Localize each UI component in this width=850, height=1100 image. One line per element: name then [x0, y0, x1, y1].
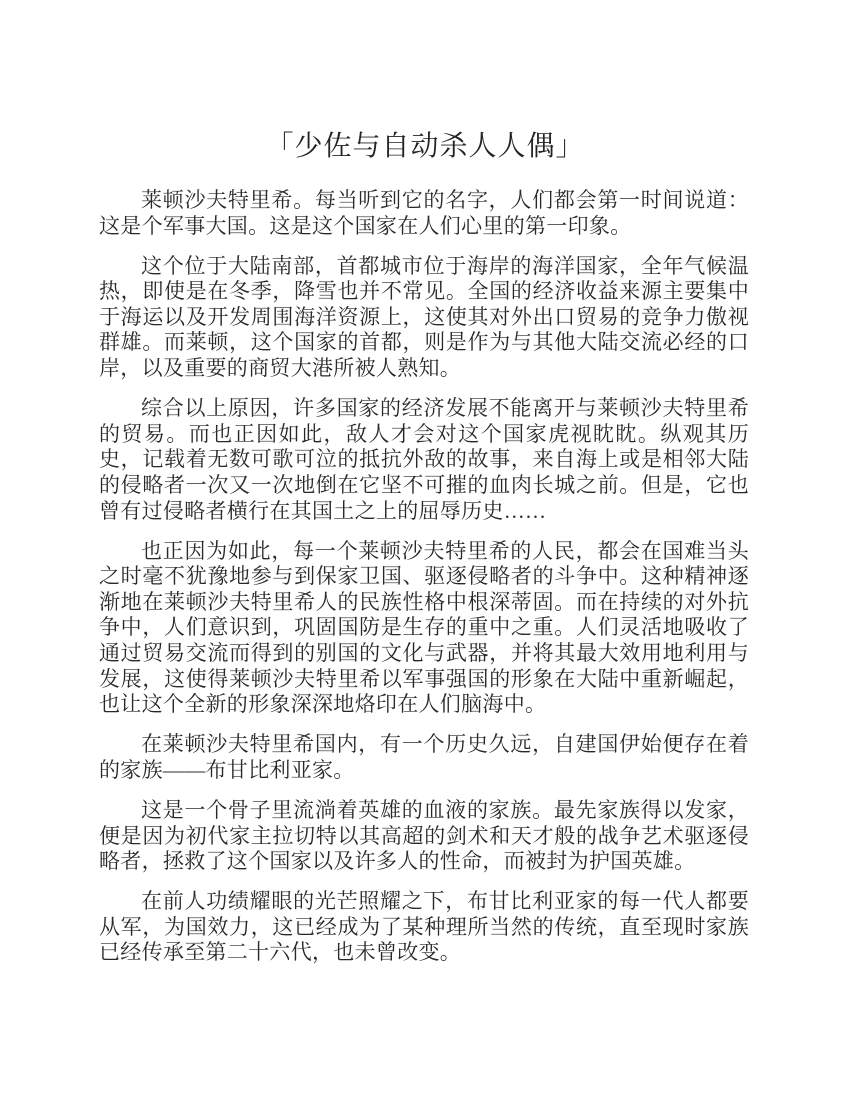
paragraph-5: 在莱顿沙夫特里希国内，有一个历史久远，自建国伊始便存在着的家族——布甘比利亚家。	[99, 732, 749, 782]
paragraph-2: 这个位于大陆南部，首都城市位于海岸的海洋国家，全年气候温热，即使是在冬季，降雪也并不常见。全国的经济收益来源主要集中于海运以及开发周围海洋资源上，这使其对外出口贸易的竞争力傲视群雄。而莱顿，这个国家的首都，则是作为与其他大陆交流必经的口岸，以及重要的商贸大港所被人熟知。	[99, 253, 749, 381]
paragraph-7: 在前人功绩耀眼的光芒照耀之下，布甘比利亚家的每一代人都要从军，为国效力，这已经成为了某种理所当然的传统，直至现时家族已经传承至第二十六代，也未曾改变。	[99, 889, 749, 965]
paragraph-4: 也正因为如此，每一个莱顿沙夫特里希的人民，都会在国难当头之时毫不犹豫地参与到保家卫国、驱逐侵略者的斗争中。这种精神逐渐地在莱顿沙夫特里希人的民族性格中根深蒂固。而在持续的对外抗争中，人们意识到，巩固国防是生存的重中之重。人们灵活地吸收了通过贸易交流而得到的别国的文化与武器，并将其最大效用地利用与发展，这使得莱顿沙夫特里希以军事强国的形象在大陆中重新崛起，也让这个全新的形象深深地烙印在人们脑海中。	[99, 538, 749, 717]
document-body	[99, 188, 749, 966]
page-title: 「少佐与自动杀人人偶」	[265, 131, 585, 162]
paragraph-6: 这是一个骨子里流淌着英雄的血液的家族。最先家族得以发家，便是因为初代家主拉切特以其高超的剑术和天才般的战争艺术驱逐侵略者，拯救了这个国家以及许多人的性命，而被封为护国英雄。	[99, 797, 749, 874]
paragraph-1: 莱顿沙夫特里希。每当听到它的名字，人们都会第一时间说道：这是个军事大国。这是这个国家在人们心里的第一印象。	[99, 188, 749, 238]
paragraph-3: 综合以上原因，许多国家的经济发展不能离开与莱顿沙夫特里希的贸易。而也正因如此，敌人才会对这个国家虎视眈眈。纵观其历史，记载着无数可歌可泣的抵抗外敌的故事，来自海上或是相邻大陆的侵略者一次又一次地倒在它坚不可摧的血肉长城之前。但是，它也曾有过侵略者横行在其国土之上的屈辱历史……	[99, 396, 749, 523]
